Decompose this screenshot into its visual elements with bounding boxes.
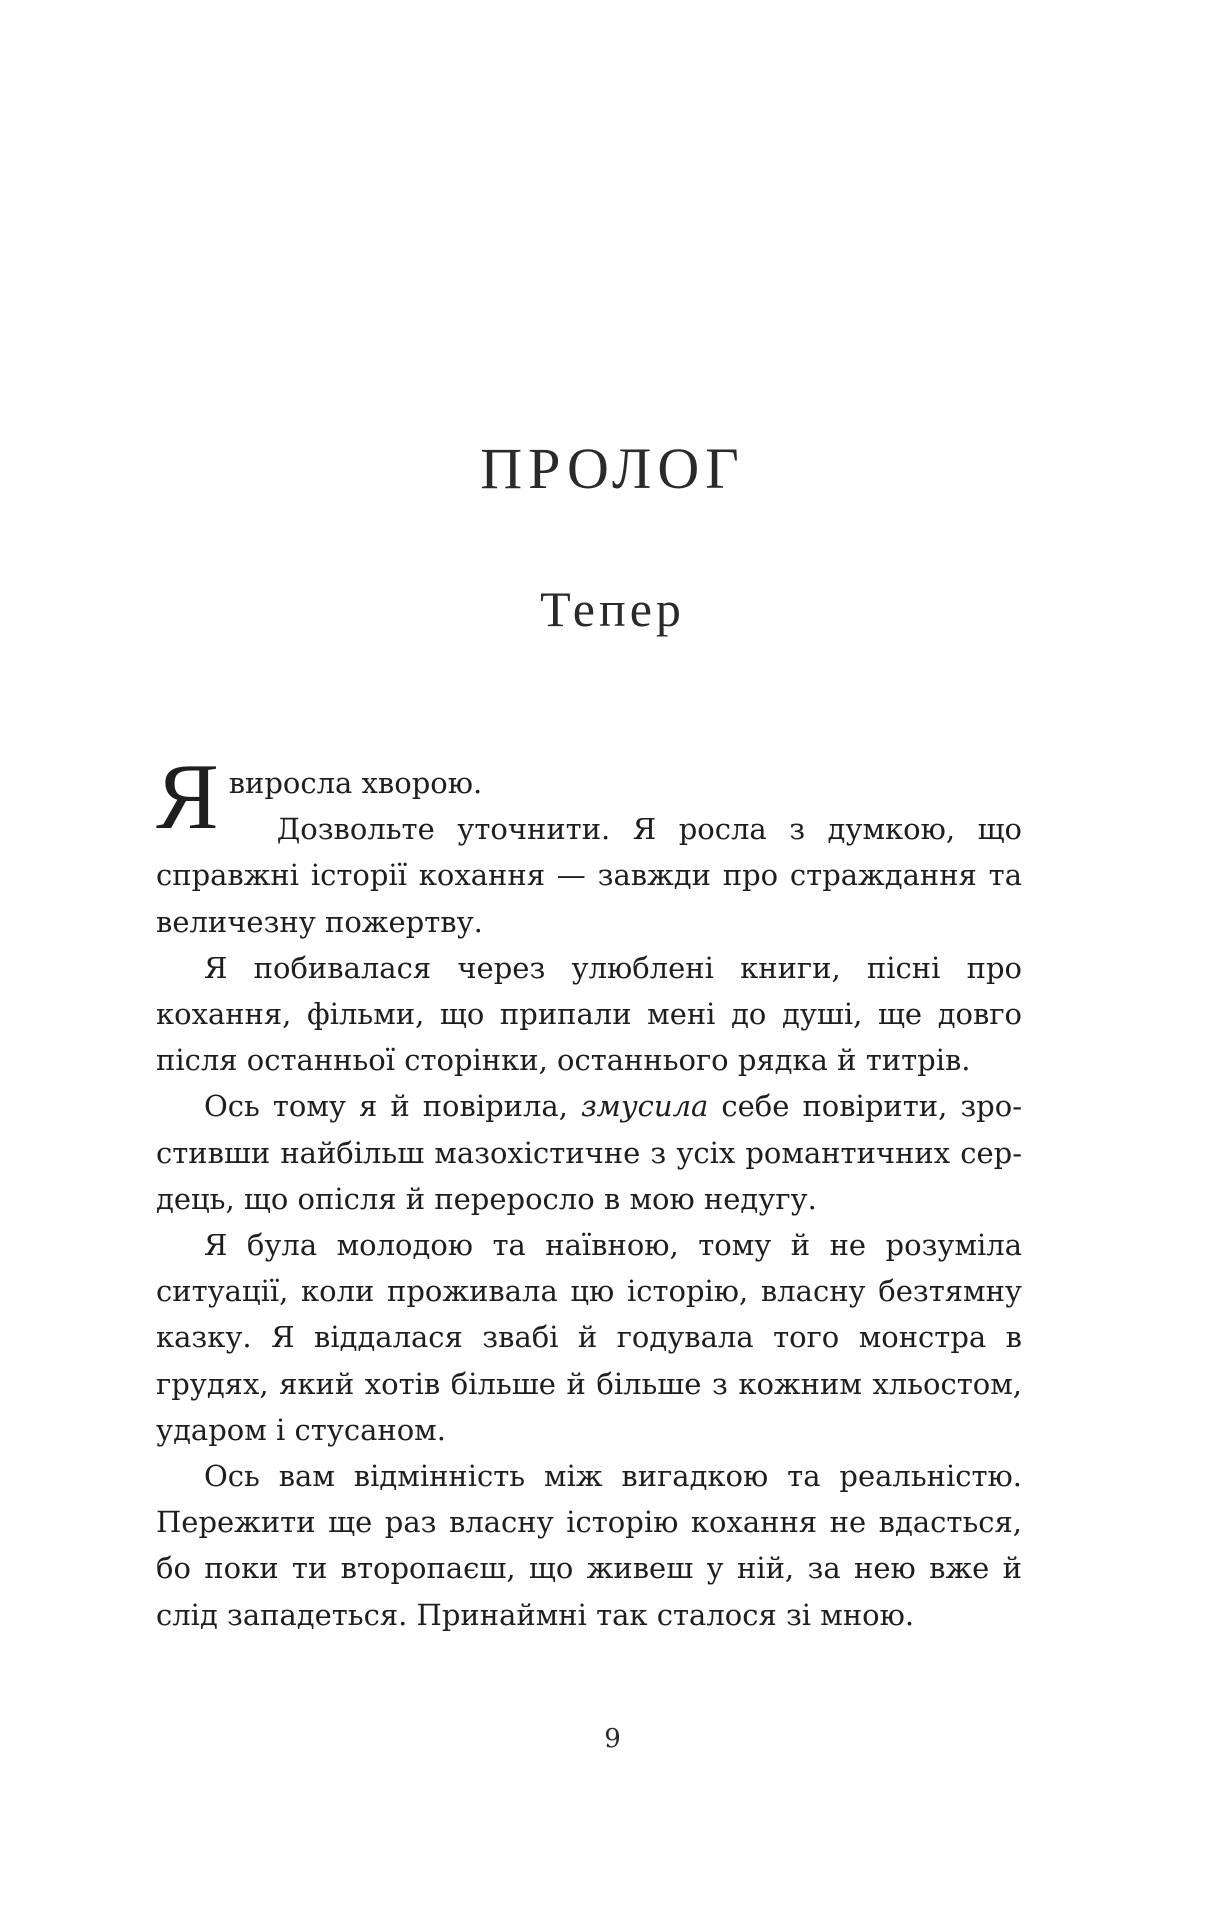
paragraph-4-end: себе повірити, зростивши найбільш мазохістичне з усіх романтичних сердець, що опісля й переросло в мою недугу. — [156, 1089, 1023, 1216]
paragraph-2: Дозвольте уточнити. Я росла з думкою, що справжні історії кохання — завжди про страждання та величезну пожертву. — [156, 812, 1022, 939]
chapter-subtitle: Тепер — [540, 581, 685, 637]
paragraph-3: Я побивалася через улюблені книги, пісні про кохання, фільми, що припали мені до душі, ще довго після останньої сторінки, останнього рядка й титрів. — [156, 950, 1022, 1078]
paragraph-4-start: Ось тому я й повірила, — [204, 1089, 568, 1124]
drop-cap: Я — [156, 745, 219, 849]
paragraph-4 — [156, 1083, 1022, 1222]
paragraph-5: Я була молодою та наївною, тому й не розуміла ситуації, коли проживала цю історію, власну безтямну казку. Я віддалася звабі й годувала того монстра в грудях, який хотів більше й більше з кожним хльостом, ударом і стусаном. — [156, 1228, 1022, 1447]
paragraph-1-text: виросла хворою. — [228, 766, 483, 800]
chapter-title: ПРОЛОГ — [480, 436, 745, 501]
chapter-body — [156, 745, 1023, 1638]
paragraph-1 — [156, 745, 1022, 849]
paragraph-6: Ось вам відмінність між вигадкою та реальністю. Пережити ще раз власну історію кохання не вдасться, бо поки ти второпаєш, що живеш у ній, за нею вже й слід западеться. Принаймні так сталося зі мною. — [156, 1459, 1022, 1632]
page-number: 9 — [604, 1724, 621, 1754]
paragraph-4-emphasis: змусила — [580, 1089, 709, 1124]
